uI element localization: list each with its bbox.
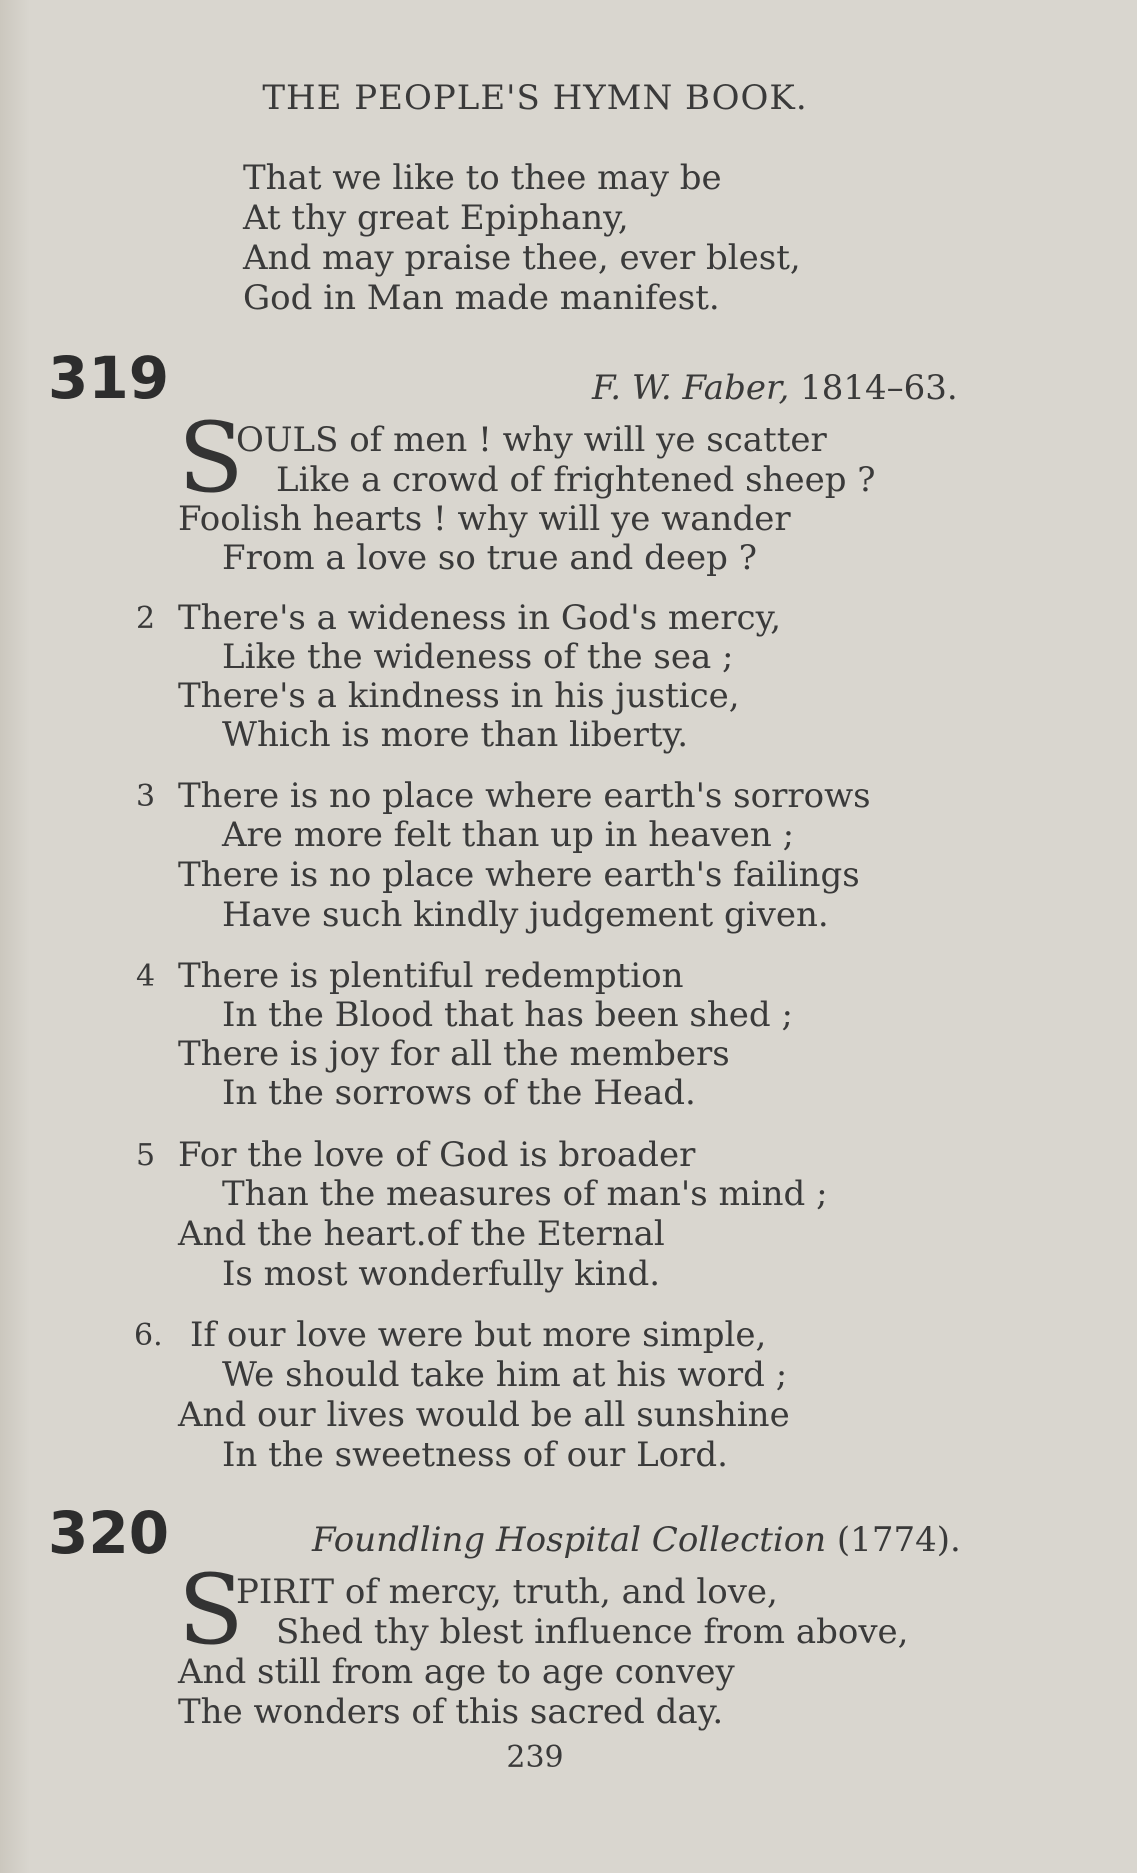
verse-number: 4	[136, 959, 156, 994]
verse-line: There is no place where earth's sorrows	[178, 776, 871, 816]
verse-line: Have such kindly judgement given.	[222, 895, 829, 935]
hymn-number-319: 319	[48, 344, 170, 412]
prev-hymn-line: And may praise thee, ever blest,	[243, 238, 801, 278]
verse-line: There's a wideness in God's mercy,	[178, 598, 782, 638]
verse-line: Are more felt than up in heaven ;	[222, 815, 795, 855]
verse-line: PIRIT of mercy, truth, and love,	[236, 1572, 778, 1612]
verse-line: We should take him at his word ;	[222, 1355, 788, 1395]
verse-line: OULS of men ! why will ye scatter	[236, 420, 827, 460]
verse-line: Like a crowd of frightened sheep ?	[276, 460, 876, 500]
verse-line: For the love of God is broader	[178, 1135, 696, 1175]
prev-hymn-line: God in Man made manifest.	[243, 278, 720, 318]
verse-number: 6.	[134, 1318, 163, 1353]
hymn-number-320: 320	[48, 1499, 170, 1567]
hymn-319-author	[592, 368, 958, 408]
verse-line: And still from age to age convey	[178, 1652, 735, 1692]
verse-line: If our love were but more simple,	[190, 1315, 767, 1355]
verse-number: 5	[136, 1138, 156, 1173]
verse-line: Is most wonderfully kind.	[222, 1254, 661, 1294]
page-number: 239	[506, 1740, 564, 1775]
verse-line: And the heart.of the Eternal	[178, 1214, 665, 1254]
verse-line: Than the measures of man's mind ;	[222, 1174, 828, 1214]
verse-line: There is plentiful redemption	[178, 956, 684, 996]
verse-line: Foolish hearts ! why will ye wander	[178, 499, 791, 539]
verse-line: Shed thy blest influence from above,	[276, 1612, 909, 1652]
author-name: F. W. Faber,	[592, 368, 790, 408]
running-head: THE PEOPLE'S HYMN BOOK.	[262, 78, 808, 118]
verse-line: Like the wideness of the sea ;	[222, 637, 734, 677]
verse-line: There is no place where earth's failings	[178, 855, 860, 895]
verse-line: There is joy for all the members	[178, 1034, 730, 1074]
hymn-320-author	[312, 1520, 961, 1560]
verse-line: The wonders of this sacred day.	[178, 1692, 724, 1732]
drop-cap: S	[178, 402, 244, 514]
drop-cap: S	[178, 1554, 244, 1666]
verse-line: In the Blood that has been shed ;	[222, 995, 793, 1035]
verse-number: 2	[136, 601, 156, 636]
author-name: Foundling Hospital Collection	[312, 1520, 827, 1560]
verse-line: In the sweetness of our Lord.	[222, 1435, 728, 1475]
author-dates: (1774).	[826, 1520, 961, 1560]
verse-line: From a love so true and deep ?	[222, 538, 757, 578]
verse-line: There's a kindness in his justice,	[178, 676, 740, 716]
verse-line: In the sorrows of the Head.	[222, 1073, 696, 1113]
verse-line: And our lives would be all sunshine	[178, 1395, 790, 1435]
author-dates: 1814–63.	[789, 368, 958, 408]
prev-hymn-line: That we like to thee may be	[243, 158, 722, 198]
prev-hymn-line: At thy great Epiphany,	[243, 198, 629, 238]
verse-line: Which is more than liberty.	[222, 715, 689, 755]
page-edge-shadow	[0, 0, 30, 1873]
verse-number: 3	[136, 779, 156, 814]
